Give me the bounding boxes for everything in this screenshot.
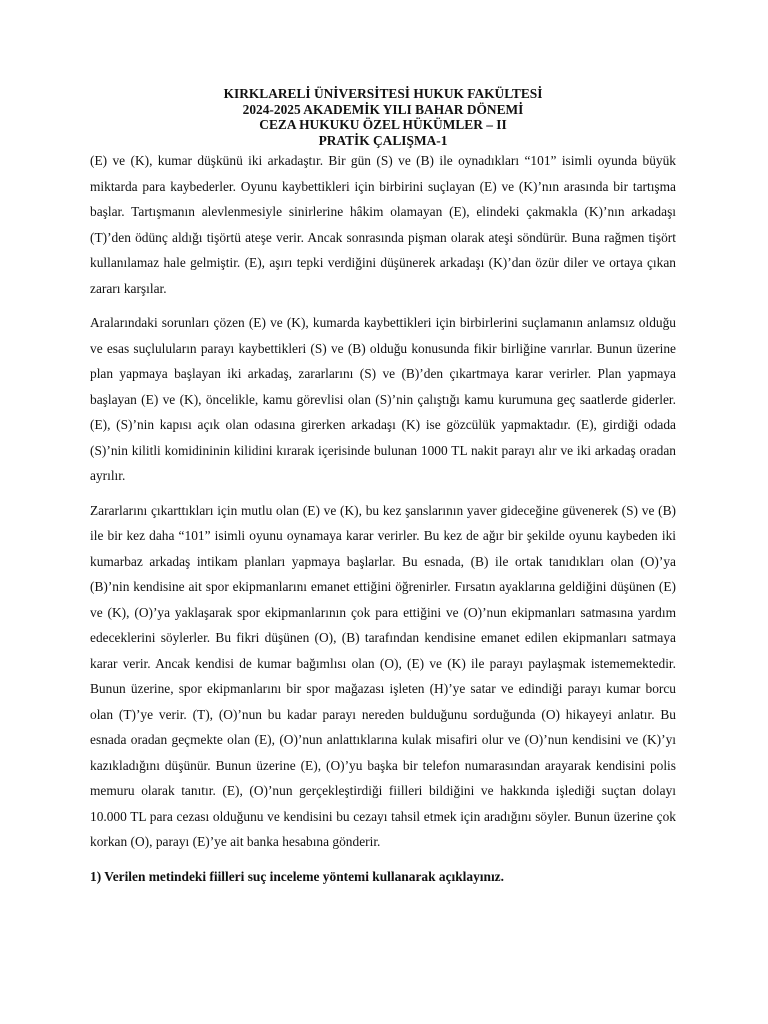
question-1: 1) Verilen metindeki fiilleri suç inceleme yöntemi kullanarak açıklayınız. xyxy=(90,868,504,884)
university-title: KIRKLARELİ ÜNİVERSİTESİ HUKUK FAKÜLTESİ xyxy=(223,86,543,101)
case-paragraph-2: Aralarındaki sorunları çözen (E) ve (K), kumarda kaybettikleri için birbirlerini suçlamanın anlamsız olduğu ve esas suçluluların parayı kaybettikleri (S) ve (B) olduğu konusunda fikir birliğine varırlar. Bunun üzerine plan yapmaya başlayan iki arkadaş, zararlarını (S) ve (B)’den çıkartmaya karar verirler. Plan yapmaya başlayan (E) ve (K), öncelikle, kamu görevlisi olan (S)’nin çalıştığı kamu kurumuna geç saatlerde giderler. (E), (S)’nin kapısı açık olan odasına girerken arkadaşı (K) ise gözcülük yapmaktadır. (E), girdiği odada (S)’nin kilitli komidininin kilidini kırarak içerisinde bulunan 1000 TL nakit parayı alır ve iki arkadaş oradan ayrılır. xyxy=(90,315,676,483)
document-header xyxy=(90,86,676,148)
academic-term: 2024-2025 AKADEMİK YILI BAHAR DÖNEMİ xyxy=(242,101,524,117)
course-title: CEZA HUKUKU ÖZEL HÜKÜMLER – II xyxy=(259,117,507,132)
case-paragraph-3: Zararlarını çıkarttıkları için mutlu olan (E) ve (K), bu kez şanslarının yaver gideceğine güvenerek (S) ve (B) ile bir kez daha “101” isimli oyunu oynamaya karar verirler. Bu kez de ağır bir şekilde oyunu kaybeden iki kumarbaz arkadaş intikam planları yapmaya başlarlar. Bu esnada, (B) ile ortak tanıdıkları olan (O)’ya (B)’nin kendisine ait spor ekipmanlarını emanet ettiğini öğrenirler. Fırsatın ayaklarına geldiğini düşünen (E) ve (K), (O)’ya yaklaşarak spor ekipmanlarının çok para ettiğini ve (O)’nun ekipmanları satmasına yardım edeceklerini söylerler. Bu fikri düşünen (O), (B) tarafından kendisine emanet edilen ekipmanları satmaya karar verir. Ancak kendisi de kumar bağımlısı olan (O), (E) ve (K) ile parayı paylaşmak istememektedir. Bunun üzerine, spor ekipmanlarını bir spor mağazası işleten (H)’ye satar ve edindiği parayı kumar borcu olan (T)’ye verir. (T), (O)’nun bu kadar parayı nereden bulduğunu sorduğunda (O) hikayeyi anlatır. Bu esnada oradan geçmekte olan (E), (O)’nun anlattıklarına kulak misafiri olur ve (O)’nun kendisini ve (K)’yı kazıkladığını düşünür. Bunun üzerine (E), (O)’yu başka bir telefon numarasından arayarak kendisini polis memuru olarak tanıtır. (E), (O)’nun gerçekleştirdiği fiilleri bildiğini ve hakkında işlediği suçtan dolayı 10.000 TL para cezası olduğunu ve kendisini bu cezayı tahsil etmek için aradığını söyler. Bunun üzerine çok korkan (O), parayı (E)’ye ait banka hesabına gönderir. xyxy=(90,502,676,849)
case-paragraph-1: (E) ve (K), kumar düşkünü iki arkadaştır. Bir gün (S) ve (B) ile oynadıkları “101” isimli oyunda büyük miktarda para kaybederler. Oyunu kaybettikleri için birbirini suçlayan (E) ve (K)’nın arasında bir tartışma başlar. Tartışmanın alevlenmesiyle sinirlerine hâkim olamayan (E), elindeki çakmakla (K)’nın arkadaşı (T)’den ödünç aldığı tişörtü ateşe verir. Ancak sonrasında pişman olarak ateşi söndürür. Buna rağmen tişört kullanılamaz hale gelmiştir. (E), aşırı tepki verdiğini düşünerek arkadaşı (K)’dan özür diler ve ortaya çıkan zararı karşılar. xyxy=(90,153,676,296)
document-page xyxy=(90,86,676,889)
practice-title: PRATİK ÇALIŞMA-1 xyxy=(318,132,448,148)
